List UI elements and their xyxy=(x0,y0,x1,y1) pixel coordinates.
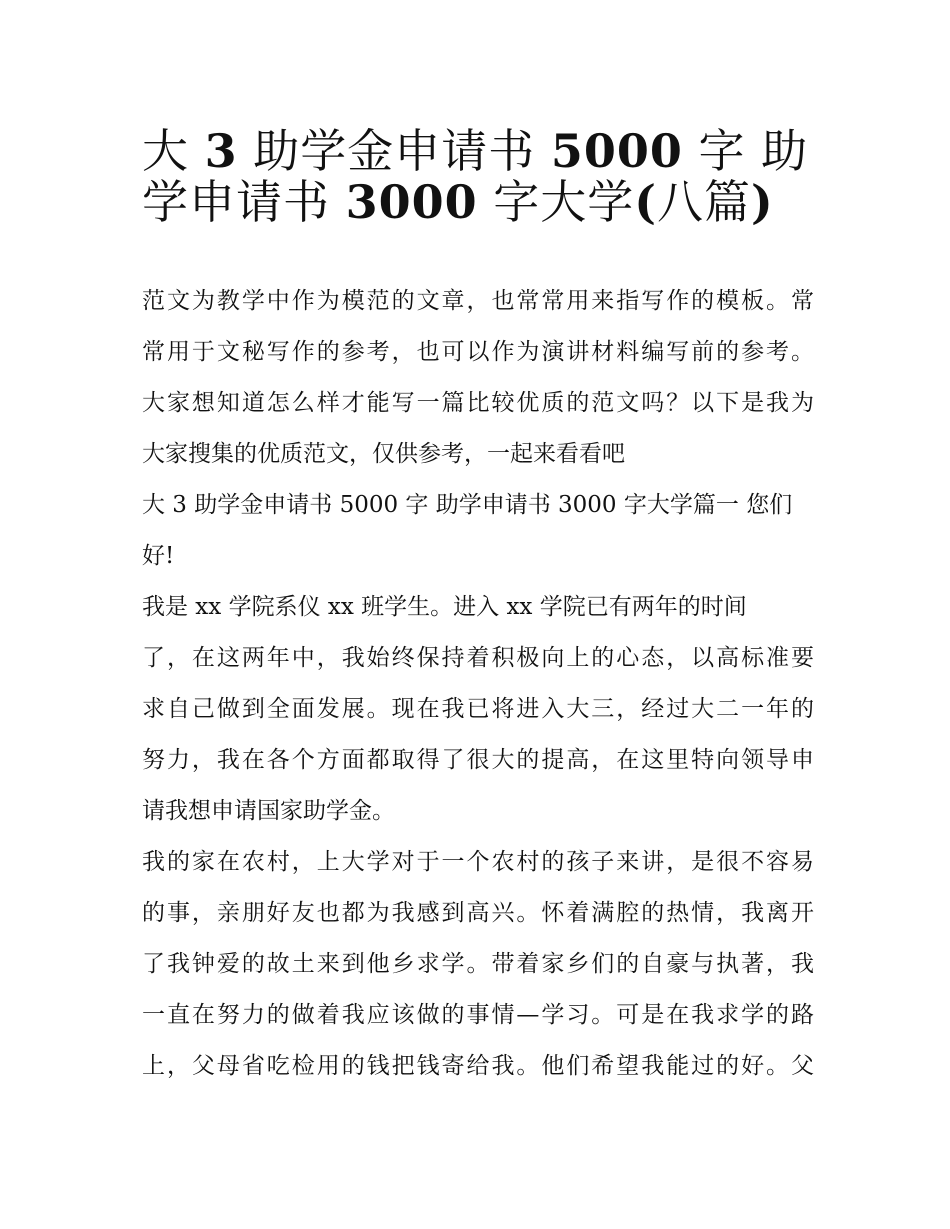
body-line-16: 上，父母省吃检用的钱把钱寄给我。他们希望我能过的好。父 xyxy=(142,1053,814,1079)
body-line-3: 大家想知道怎么样才能写一篇比较优质的范文吗？以下是我为 xyxy=(142,390,814,416)
body-line-11: 请我想申请国家助学金。 xyxy=(142,798,395,824)
body-line-1: 范文为教学中作为模范的文章，也常常用来指写作的模板。常 xyxy=(142,288,814,314)
body-line-4: 大家搜集的优质范文，仅供参考，一起来看看吧 xyxy=(142,441,625,467)
document-title xyxy=(142,112,822,229)
body-line-12: 我的家在农村，上大学对于一个农村的孩子来讲，是很不容易 xyxy=(142,849,814,875)
body-line-6: 好! xyxy=(142,543,175,569)
body-line-10: 努力，我在各个方面都取得了很大的提高，在这里特向领导申 xyxy=(142,747,814,773)
document-body xyxy=(142,276,814,1092)
body-line-5: 大 3 助学金申请书 5000 字 助学申请书 3000 字大学篇一 您们 xyxy=(142,492,793,518)
title-line-2: 学申请书 3000 字大学(八篇) xyxy=(142,175,774,229)
body-line-2: 常用于文秘写作的参考，也可以作为演讲材料编写前的参考。 xyxy=(142,339,814,365)
body-line-9: 求自己做到全面发展。现在我已将进入大三，经过大二一年的 xyxy=(142,696,814,722)
body-line-7: 我是 xx 学院系仪 xx 班学生。进入 xx 学院已有两年的时间 xyxy=(142,594,747,620)
body-line-8: 了，在这两年中，我始终保持着积极向上的心态，以高标准要 xyxy=(142,645,814,671)
body-line-14: 了我钟爱的故土来到他乡求学。带着家乡们的自豪与执著，我 xyxy=(142,951,814,977)
title-line-1: 大 3 助学金申请书 5000 字 助 xyxy=(142,124,809,178)
body-line-15: 一直在努力的做着我应该做的事情—学习。可是在我求学的路 xyxy=(142,1002,814,1028)
body-line-13: 的事，亲朋好友也都为我感到高兴。怀着满腔的热情，我离开 xyxy=(142,900,814,926)
